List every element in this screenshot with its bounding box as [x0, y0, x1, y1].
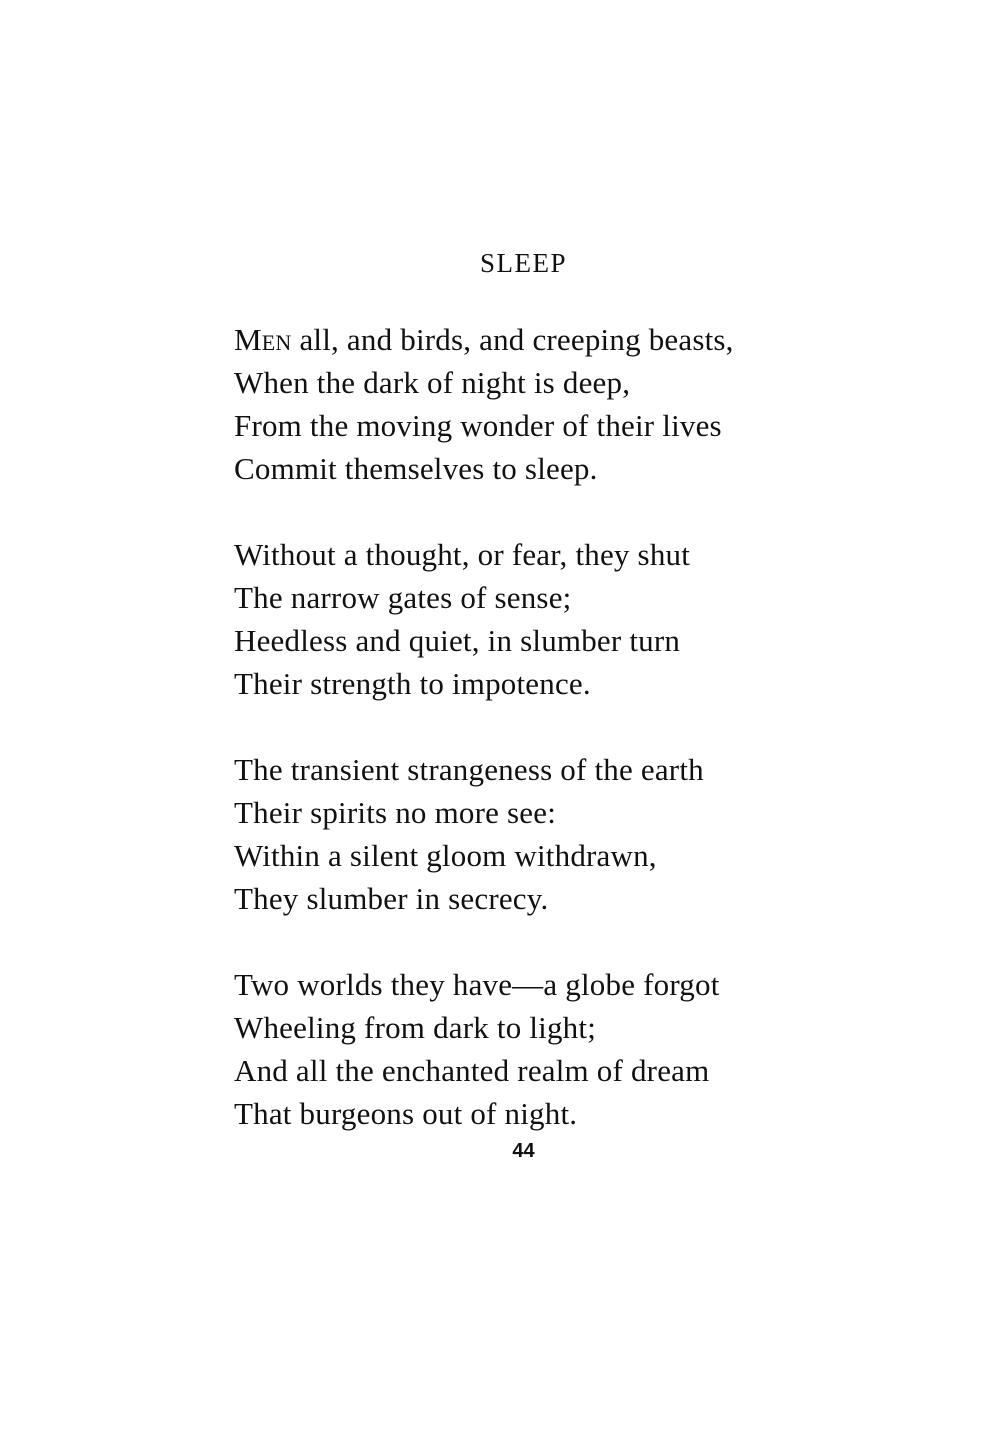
stanza-2	[234, 533, 854, 705]
poem-line: Wheeling from dark to light;	[234, 1010, 597, 1045]
poem-line: Their strength to impotence.	[234, 666, 591, 701]
opening-word: Men	[234, 322, 292, 357]
poem-line: Without a thought, or fear, they shut	[234, 537, 691, 572]
poem-line: Heedless and quiet, in slumber turn	[234, 623, 681, 658]
poem-line: And all the enchanted realm of dream	[234, 1053, 710, 1088]
poem-line: That burgeons out of night.	[234, 1096, 578, 1131]
stanza-3	[234, 748, 854, 920]
stanza-1	[234, 318, 854, 490]
poem-body	[234, 318, 854, 1178]
line-text: all, and birds, and creeping beasts,	[291, 322, 734, 357]
poem-line: Within a silent gloom withdrawn,	[234, 838, 657, 873]
poem-title: SLEEP	[479, 248, 567, 278]
poem-line: When the dark of night is deep,	[234, 365, 631, 400]
poem-line: From the moving wonder of their lives	[234, 408, 722, 443]
poem-line: They slumber in secrecy.	[234, 881, 549, 916]
poem-line	[234, 318, 854, 361]
poem-line: The transient strangeness of the earth	[234, 752, 704, 787]
poem-line: Commit themselves to sleep.	[234, 451, 598, 486]
poem-line: The narrow gates of sense;	[234, 580, 572, 615]
page-number: 44	[512, 1140, 535, 1162]
poem-line: Two worlds they have—a globe forgot	[234, 967, 720, 1002]
stanza-4	[234, 963, 854, 1135]
poem-line: Their spirits no more see:	[234, 795, 557, 830]
